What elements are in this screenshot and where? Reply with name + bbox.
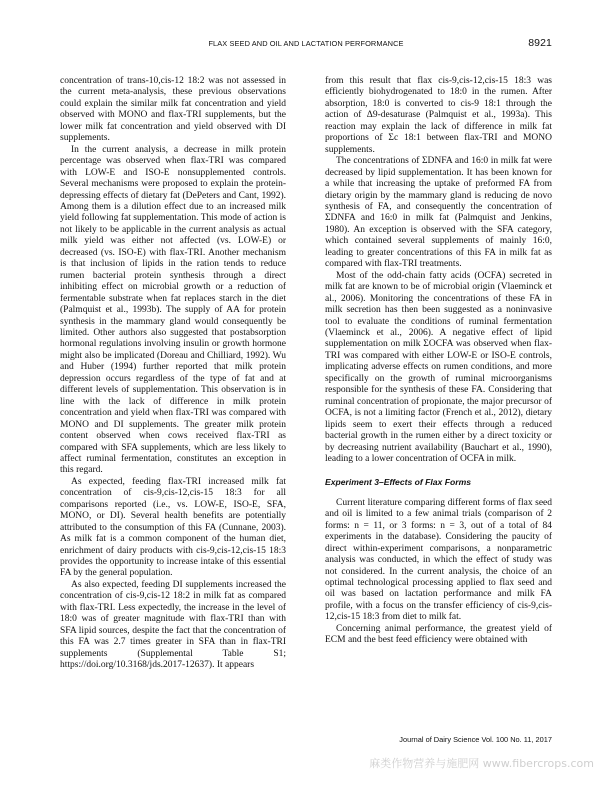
right-column [325,76,552,716]
page-number: 8921 [528,37,552,49]
running-head [60,37,552,51]
paragraph: The concentrations of ΣDNFA and 16:0 in milk fat were decreased by lipid supplementation. It has been known for a while that increasing the uptake of preformed FA from dietary origin by the mammary gland is reducing de novo synthesis of FA, and consequently the concentration of ΣDNFA and 16:0 in milk fat (Palmquist and Jenkins, 1980). An exception is observed with the SFA category, which contained several supplements of mainly 16:0, leading to greater concentrations of this FA in milk fat as compared with flax-TRI treatments. [325,156,552,270]
paragraph: Most of the odd-chain fatty acids (OCFA) secreted in milk fat are known to be of microbial origin (Vlaeminck et al., 2006). Monitoring the concentrations of these FA in milk secretion has then been suggested as a noninvasive tool to evaluate the conditions of ruminal fermentation (Vlaeminck et al., 2006). A negative effect of lipid supplementation on milk ΣOCFA was observed when flax-TRI was compared with either LOW-E or ISO-E controls, implicating adverse effects on rumen conditions, and more specifically on the growth of ruminal microorganisms responsible for the synthesis of these FA. Considering that ruminal concentration of propionate, the major precursor of OCFA, is not a limiting factor (French et al., 2012), dietary lipids seem to exert their effects through a reduced bacterial growth in the rumen either by a direct toxicity or by decreasing nutrient availability (Bauchart et al., 1990), leading to a lower concentration of OCFA in milk. [325,270,552,464]
watermark: 麻类作物营养与施肥网 www.fibercrops.com [369,757,594,770]
left-column [60,76,286,716]
section-heading: Experiment 3–Effects of Flax Forms [325,477,471,488]
paragraph: from this result that flax cis-9,cis-12,cis-15 18:3 was efficiently biohydrogenated to 18:0 in the rumen. After absorption, 18:0 is converted to cis-9 18:1 through the action of Δ9-desaturase (Palmquist et al., 1993a). This reaction may explain the lack of difference in milk fat proportions of Σc 18:1 between flax-TRI and MONO supplements. [325,76,552,155]
paragraph: Concerning animal performance, the greatest yield of ECM and the best feed efficiency were obtained with [325,623,552,646]
paragraph: Current literature comparing different forms of flax seed and oil is limited to a few animal trials (comparison of 2 forms: n = 11, or 3 forms: n = 3, out of a total of 84 experiments in the database). Considering the paucity of direct within-experiment comparisons, a nonparametric analysis was conducted, in which the effect of study was not considered. In the current analysis, the choice of an optimal technological processing applied to flax seed and oil was based on lactation performance and milk FA profile, with a focus on the transfer efficiency of cis-9,cis-12,cis-15 18:3 from diet to milk fat. [325,497,552,623]
paragraph: concentration of trans-10,cis-12 18:2 was not assessed in the current meta-analysis, these previous observations could explain the similar milk fat concentration and yield observed with MONO and flax-TRI supplements, but the lower milk fat concentration and yield observed with DI supplements. [60,76,286,144]
paragraph: As expected, feeding flax-TRI increased milk fat concentration of cis-9,cis-12,cis-15 18:3 for all comparisons reported (i.e., vs. LOW-E, ISO-E, SFA, MONO, or DI). Several health benefits are potentially attributed to the consumption of this FA (Cunnane, 2003). As milk fat is a common component of the human diet, enrichment of dairy products with cis-9,cis-12,cis-15 18:3 provides the opportunity to increase intake of this essential FA by the general population. [60,476,286,579]
running-title: FLAX SEED AND OIL AND LACTATION PERFORMANCE [208,39,404,48]
paragraph: In the current analysis, a decrease in milk protein percentage was observed when flax-TRI was compared with LOW-E and ISO-E nonsupplemented controls. Several mechanisms were proposed to explain the protein-depressing effects of dietary fat (DePeters and Cant, 1992). Among them is a dilution effect due to an increased milk yield following fat supplementation. This mode of action is not likely to be applicable in the current analysis as actual milk yield was either not affected (vs. LOW-E) or decreased (vs. ISO-E) with flax-TRI. Another mechanism is that inclusion of lipids in the ration tends to reduce rumen bacterial protein synthesis through a direct inhibiting effect on microbial growth or a reduction of fermentable substrate when fat replaces starch in the diet (Palmquist et al., 1993b). The supply of AA for protein synthesis in the mammary gland would consequently be limited. Other authors also suggested that postabsorption hormonal regulations involving insulin or growth hormone might also be implicated (Doreau and Chilliard, 1992). Wu and Huber (1994) further reported that milk protein depression occurs regardless of the type of fat and at different levels of supplementation. This observation is in line with the lack of difference in milk protein concentration and yield when flax-TRI was compared with MONO and DI supplements. The greater milk protein content observed when cows received flax-TRI as compared with SFA supplements, which are less likely to affect ruminal fermentation, constitutes an exception in this regard. [60,144,286,476]
paragraph: As also expected, feeding DI supplements increased the concentration of cis-9,cis-12 18:2 in milk fat as compared with flax-TRI. Less expectedly, the increase in the level of 18:0 was of greater magnitude with flax-TRI than with SFA lipid sources, despite the fact that the concentration of this FA was 2.7 times greater in SFA than in flax-TRI supplements (Supplemental Table S1; https://doi.org/10.3168/jds.2017-12637). It appears [60,579,286,671]
journal-footer: Journal of Dairy Science Vol. 100 No. 11, 2017 [399,735,552,744]
